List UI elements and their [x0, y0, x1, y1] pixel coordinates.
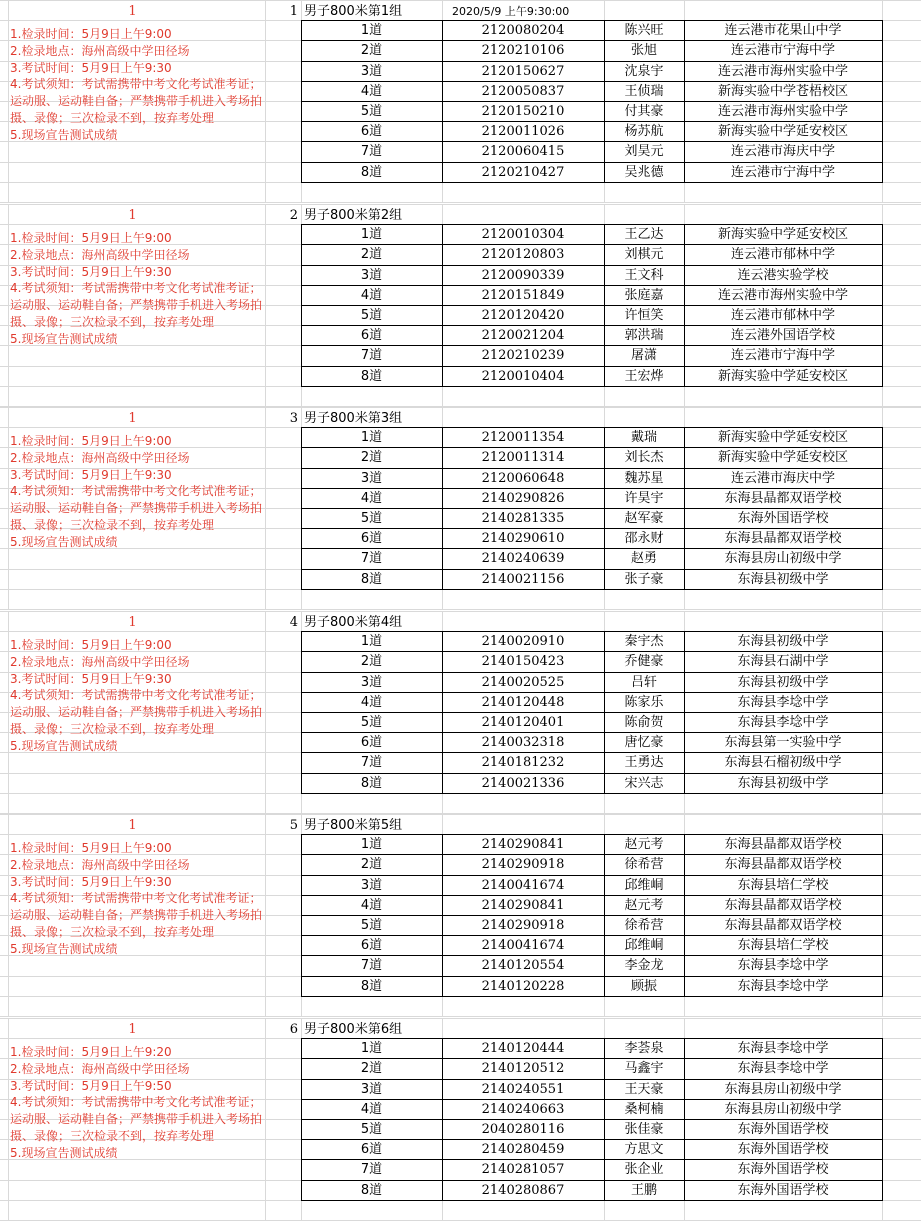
- lane-cell[interactable]: 1道: [360, 1041, 383, 1056]
- student-name-cell[interactable]: 付其豪: [624, 104, 664, 119]
- lane-cell[interactable]: 2道: [360, 1061, 383, 1076]
- student-id-cell[interactable]: 2120011026: [481, 124, 565, 139]
- group-title[interactable]: 男子800米第2组: [304, 208, 403, 223]
- school-cell[interactable]: 东海县初级中学: [737, 675, 829, 690]
- student-name-cell[interactable]: 王勇达: [624, 755, 664, 770]
- left-count[interactable]: 1: [128, 4, 137, 19]
- student-name-cell[interactable]: 徐希营: [624, 857, 664, 872]
- note-line: 3.考试时间：5月9日上午9:30: [10, 671, 172, 686]
- lane-cell[interactable]: 3道: [360, 268, 383, 283]
- lane-cell[interactable]: 8道: [360, 369, 383, 384]
- grid-line: [265, 407, 266, 610]
- lane-cell[interactable]: 5道: [360, 104, 383, 119]
- student-id-cell[interactable]: 2140041674: [481, 938, 565, 953]
- grid-line: [0, 1016, 921, 1017]
- school-cell[interactable]: 东海县房山初级中学: [724, 551, 842, 566]
- lane-cell[interactable]: 3道: [360, 675, 383, 690]
- school-cell[interactable]: 连云港市海庆中学: [730, 144, 835, 159]
- note-line: 4.考试须知：考试需携带中考文化考试准考证；运动服、运动鞋自备；严禁携带手机进入考场拍摄、录像；三次检录不到，按弃考处理: [10, 281, 263, 329]
- group-block: [0, 1018, 921, 1221]
- note-line: 5.现场宣告测试成绩: [10, 1145, 118, 1160]
- student-name-cell[interactable]: 唐忆豪: [624, 735, 664, 750]
- group-title[interactable]: 男子800米第5组: [304, 818, 403, 833]
- student-id-cell[interactable]: 2140120228: [481, 979, 565, 994]
- lane-cell[interactable]: 5道: [360, 918, 383, 933]
- note-line: 5.现场宣告测试成绩: [10, 331, 118, 346]
- group-number[interactable]: 3: [289, 411, 298, 426]
- group-number[interactable]: 2: [289, 208, 298, 223]
- school-cell[interactable]: 东海县房山初级中学: [724, 1102, 842, 1117]
- school-cell[interactable]: 东海县石榴初级中学: [724, 755, 842, 770]
- student-id-cell[interactable]: 2140021336: [481, 776, 565, 791]
- school-cell[interactable]: 东海县李埝中学: [737, 979, 829, 994]
- student-id-cell[interactable]: 2120210427: [481, 165, 565, 180]
- lane-cell[interactable]: 4道: [360, 1102, 383, 1117]
- lane-cell[interactable]: 2道: [360, 857, 383, 872]
- lane-cell[interactable]: 1道: [360, 634, 383, 649]
- lane-cell[interactable]: 2道: [360, 654, 383, 669]
- student-id-cell[interactable]: 2140240551: [481, 1082, 565, 1097]
- note-line: 1.检录时间：5月9日上午9:20: [10, 1045, 172, 1059]
- school-cell[interactable]: 连云港市海州实验中学: [717, 288, 848, 303]
- student-name-cell[interactable]: 徐希营: [624, 918, 664, 933]
- note-line: 2.检录地点：海州高级中学田径场: [10, 857, 190, 872]
- student-id-cell[interactable]: 2140120512: [481, 1061, 565, 1076]
- lane-cell[interactable]: 1道: [360, 430, 383, 445]
- school-cell[interactable]: 东海县第一实验中学: [724, 735, 842, 750]
- student-id-cell[interactable]: 2120210239: [481, 348, 565, 363]
- student-id-cell[interactable]: 2140240639: [481, 551, 565, 566]
- group-title[interactable]: 男子800米第6组: [304, 1022, 403, 1037]
- school-cell[interactable]: 新海实验中学延安校区: [717, 369, 848, 384]
- group-block: [0, 204, 921, 407]
- left-count[interactable]: 1: [128, 208, 137, 223]
- note-line: 3.考试时间：5月9日上午9:30: [10, 874, 172, 889]
- student-id-cell[interactable]: 2120010304: [481, 227, 565, 242]
- grid-line: [0, 407, 921, 408]
- student-id-cell[interactable]: 2140120554: [481, 958, 565, 973]
- student-id-cell[interactable]: 2140032318: [481, 735, 565, 750]
- school-cell[interactable]: 连云港市海州实验中学: [717, 64, 848, 79]
- grid-line: [265, 0, 266, 203]
- student-name-cell[interactable]: 方思文: [624, 1142, 664, 1157]
- school-cell[interactable]: 东海县李埝中学: [737, 695, 829, 710]
- grid-line: [265, 1018, 266, 1221]
- left-count[interactable]: 1: [128, 615, 137, 630]
- student-id-cell[interactable]: 2120011314: [481, 450, 565, 465]
- student-name-cell[interactable]: 张佳豪: [624, 1122, 664, 1137]
- lane-cell[interactable]: 8道: [360, 572, 383, 587]
- school-cell[interactable]: 东海县初级中学: [737, 572, 829, 587]
- student-name-cell[interactable]: 杨苏航: [624, 124, 664, 139]
- lane-cell[interactable]: 7道: [360, 755, 383, 770]
- student-name-cell[interactable]: 刘长杰: [624, 450, 664, 465]
- student-name-cell[interactable]: 郭洪瑞: [624, 328, 664, 343]
- student-name-cell[interactable]: 马鑫宇: [624, 1061, 664, 1076]
- student-id-cell[interactable]: 2120060648: [481, 471, 565, 486]
- left-count[interactable]: 1: [128, 818, 137, 833]
- grid-line: [8, 814, 9, 1017]
- student-name-cell[interactable]: 张子豪: [624, 572, 664, 587]
- lane-cell[interactable]: 5道: [360, 511, 383, 526]
- student-name-cell[interactable]: 邵永财: [624, 531, 664, 546]
- lane-cell[interactable]: 6道: [360, 1142, 383, 1157]
- student-name-cell[interactable]: 沈泉宇: [624, 64, 664, 79]
- note-line: 1.检录时间：5月9日上午9:00: [10, 27, 172, 41]
- group-block: [0, 611, 921, 814]
- student-name-cell[interactable]: 赵元考: [624, 898, 664, 913]
- student-name-cell[interactable]: 邱维峒: [624, 938, 664, 953]
- student-name-cell[interactable]: 李金龙: [624, 958, 664, 973]
- student-id-cell[interactable]: 2120090339: [481, 268, 565, 283]
- school-cell[interactable]: 东海县晶都双语学校: [724, 857, 842, 872]
- lane-cell[interactable]: 4道: [360, 491, 383, 506]
- student-id-cell[interactable]: 2120120803: [481, 247, 565, 262]
- note-line: 1.检录时间：5月9日上午9:00: [10, 841, 172, 855]
- school-cell[interactable]: 东海县石湖中学: [737, 654, 829, 669]
- school-cell[interactable]: 新海实验中学苍梧校区: [717, 84, 848, 99]
- student-name-cell[interactable]: 张旭: [630, 43, 657, 58]
- student-id-cell[interactable]: 2140120444: [481, 1041, 565, 1056]
- note-line: 4.考试须知：考试需携带中考文化考试准考证；运动服、运动鞋自备；严禁携带手机进入考场拍摄、录像；三次检录不到，按弃考处理: [10, 891, 263, 939]
- group-block: [0, 0, 921, 203]
- lane-cell[interactable]: 1道: [360, 23, 383, 38]
- school-cell[interactable]: 东海外国语学校: [737, 1142, 829, 1157]
- school-cell[interactable]: 连云港市郁林中学: [730, 308, 835, 323]
- school-cell[interactable]: 东海县李埝中学: [737, 715, 829, 730]
- school-cell[interactable]: 东海县李埝中学: [737, 1041, 829, 1056]
- school-cell[interactable]: 东海外国语学校: [737, 1183, 829, 1198]
- student-name-cell[interactable]: 赵元考: [624, 837, 664, 852]
- school-cell[interactable]: 东海县晶都双语学校: [724, 491, 842, 506]
- student-id-cell[interactable]: 2120210106: [481, 43, 565, 58]
- school-cell[interactable]: 新海实验中学延安校区: [717, 227, 848, 242]
- student-name-cell[interactable]: 王鹏: [630, 1183, 657, 1198]
- student-name-cell[interactable]: 王天豪: [624, 1082, 664, 1097]
- group-title[interactable]: 男子800米第4组: [304, 615, 403, 630]
- student-name-cell[interactable]: 屠潇: [630, 348, 657, 363]
- note-line: 2.检录地点：海州高级中学田径场: [10, 654, 190, 669]
- group-block: [0, 814, 921, 1017]
- lane-cell[interactable]: 6道: [360, 124, 383, 139]
- student-id-cell[interactable]: 2140021156: [481, 572, 565, 587]
- student-name-cell[interactable]: 吴兆德: [624, 165, 664, 180]
- lane-cell[interactable]: 7道: [360, 551, 383, 566]
- lane-cell[interactable]: 1道: [360, 227, 383, 242]
- grid-line: [265, 204, 266, 407]
- student-name-cell[interactable]: 王文科: [624, 268, 664, 283]
- grid-line: [265, 611, 266, 814]
- school-cell[interactable]: 东海县初级中学: [737, 776, 829, 791]
- lane-cell[interactable]: 6道: [360, 328, 383, 343]
- lane-cell[interactable]: 6道: [360, 735, 383, 750]
- student-name-cell[interactable]: 陈家乐: [624, 695, 664, 710]
- school-cell[interactable]: 东海外国语学校: [737, 1122, 829, 1137]
- note-line: 3.考试时间：5月9日上午9:30: [10, 467, 172, 482]
- group-block: [0, 407, 921, 610]
- lane-cell[interactable]: 8道: [360, 979, 383, 994]
- lane-cell[interactable]: 2道: [360, 43, 383, 58]
- lane-cell[interactable]: 2道: [360, 247, 383, 262]
- student-id-cell[interactable]: 2120150627: [481, 64, 565, 79]
- student-name-cell[interactable]: 刘昊元: [624, 144, 664, 159]
- student-id-cell[interactable]: 2140290826: [481, 491, 565, 506]
- school-cell[interactable]: 东海县培仁学校: [737, 878, 829, 893]
- student-name-cell[interactable]: 魏苏星: [624, 471, 664, 486]
- school-cell[interactable]: 连云港市宁海中学: [730, 348, 835, 363]
- student-id-cell[interactable]: 2140290610: [481, 531, 565, 546]
- lane-cell[interactable]: 4道: [360, 695, 383, 710]
- exam-notes: [10, 230, 262, 348]
- student-name-cell[interactable]: 王宏烨: [624, 369, 664, 384]
- lane-cell[interactable]: 6道: [360, 938, 383, 953]
- school-cell[interactable]: 连云港市海州实验中学: [717, 104, 848, 119]
- note-line: 2.检录地点：海州高级中学田径场: [10, 1061, 190, 1076]
- lane-cell[interactable]: 8道: [360, 776, 383, 791]
- student-id-cell[interactable]: 2140290918: [481, 918, 565, 933]
- lane-cell[interactable]: 6道: [360, 531, 383, 546]
- school-cell[interactable]: 东海县李埝中学: [737, 1061, 829, 1076]
- lane-cell[interactable]: 4道: [360, 84, 383, 99]
- group-title[interactable]: 男子800米第1组: [304, 4, 403, 19]
- student-name-cell[interactable]: 赵勇: [630, 551, 657, 566]
- school-cell[interactable]: 东海县晶都双语学校: [724, 531, 842, 546]
- lane-cell[interactable]: 7道: [360, 144, 383, 159]
- school-cell[interactable]: 连云港市郁林中学: [730, 247, 835, 262]
- student-id-cell[interactable]: 2120151849: [481, 288, 565, 303]
- student-id-cell[interactable]: 2120120420: [481, 308, 565, 323]
- student-name-cell[interactable]: 李荟泉: [624, 1041, 664, 1056]
- lane-cell[interactable]: 7道: [360, 348, 383, 363]
- note-line: 3.考试时间：5月9日上午9:30: [10, 264, 172, 279]
- student-id-cell[interactable]: 2140041674: [481, 878, 565, 893]
- student-id-cell[interactable]: 2140240663: [481, 1102, 565, 1117]
- note-line: 2.检录地点：海州高级中学田径场: [10, 450, 190, 465]
- student-id-cell[interactable]: 2140120448: [481, 695, 565, 710]
- note-line: 5.现场宣告测试成绩: [10, 738, 118, 753]
- student-name-cell[interactable]: 顾振: [630, 979, 657, 994]
- exam-notes: [10, 433, 262, 551]
- student-id-cell[interactable]: 2120021204: [481, 328, 565, 343]
- student-id-cell[interactable]: 2140120401: [481, 715, 565, 730]
- grid-line: [8, 1018, 9, 1221]
- note-line: 1.检录时间：5月9日上午9:00: [10, 434, 172, 448]
- school-cell[interactable]: 连云港市花果山中学: [724, 23, 842, 38]
- lane-cell[interactable]: 7道: [360, 1162, 383, 1177]
- school-cell[interactable]: 连云港市宁海中学: [730, 43, 835, 58]
- student-id-cell[interactable]: 2040280116: [481, 1122, 565, 1137]
- lane-cell[interactable]: 4道: [360, 288, 383, 303]
- lane-cell[interactable]: 5道: [360, 715, 383, 730]
- lane-cell[interactable]: 4道: [360, 898, 383, 913]
- student-id-cell[interactable]: 2120080204: [481, 23, 565, 38]
- grid-line: [8, 407, 9, 610]
- student-id-cell[interactable]: 2120060415: [481, 144, 565, 159]
- student-id-cell[interactable]: 2140290841: [481, 837, 565, 852]
- note-line: 4.考试须知：考试需携带中考文化考试准考证；运动服、运动鞋自备；严禁携带手机进入考场拍摄、录像；三次检录不到，按弃考处理: [10, 484, 263, 532]
- student-id-cell[interactable]: 2140290841: [481, 898, 565, 913]
- left-count[interactable]: 1: [128, 411, 137, 426]
- lane-cell[interactable]: 1道: [360, 837, 383, 852]
- school-cell[interactable]: 东海县培仁学校: [737, 938, 829, 953]
- student-id-cell[interactable]: 2140020910: [481, 634, 565, 649]
- group-number[interactable]: 1: [289, 4, 298, 19]
- lane-cell[interactable]: 2道: [360, 450, 383, 465]
- note-line: 5.现场宣告测试成绩: [10, 127, 118, 142]
- lane-cell[interactable]: 8道: [360, 1183, 383, 1198]
- grid-line: [265, 814, 266, 1017]
- exam-datetime[interactable]: 2020/5/9 上午9:30:00: [452, 5, 570, 18]
- student-name-cell[interactable]: 戴瑞: [630, 430, 657, 445]
- grid-line: [8, 0, 9, 203]
- lane-cell[interactable]: 8道: [360, 165, 383, 180]
- note-line: 2.检录地点：海州高级中学田径场: [10, 247, 190, 262]
- student-id-cell[interactable]: 2120150210: [481, 104, 565, 119]
- group-number[interactable]: 6: [289, 1022, 298, 1037]
- student-name-cell[interactable]: 陈兴旺: [624, 23, 664, 38]
- group-number[interactable]: 5: [289, 818, 298, 833]
- note-line: 5.现场宣告测试成绩: [10, 941, 118, 956]
- student-name-cell[interactable]: 刘棋元: [624, 247, 664, 262]
- student-id-cell[interactable]: 2140020525: [481, 675, 565, 690]
- note-line: 4.考试须知：考试需携带中考文化考试准考证；运动服、运动鞋自备；严禁携带手机进入考场拍摄、录像；三次检录不到，按弃考处理: [10, 688, 263, 736]
- grid-line: [0, 0, 921, 1]
- student-id-cell[interactable]: 2140280867: [481, 1183, 565, 1198]
- note-line: 1.检录时间：5月9日上午9:00: [10, 231, 172, 245]
- school-cell[interactable]: 连云港外国语学校: [730, 328, 835, 343]
- lane-cell[interactable]: 3道: [360, 1082, 383, 1097]
- left-count[interactable]: 1: [128, 1022, 137, 1037]
- student-id-cell[interactable]: 2140281335: [481, 511, 565, 526]
- school-cell[interactable]: 东海县晶都双语学校: [724, 898, 842, 913]
- student-name-cell[interactable]: 宋兴志: [624, 776, 664, 791]
- student-id-cell[interactable]: 2140290918: [481, 857, 565, 872]
- grid-line: [0, 609, 921, 610]
- school-cell[interactable]: 东海县李埝中学: [737, 958, 829, 973]
- lane-cell[interactable]: 3道: [360, 64, 383, 79]
- school-cell[interactable]: 新海实验中学延安校区: [717, 450, 848, 465]
- school-cell[interactable]: 新海实验中学延安校区: [717, 124, 848, 139]
- grid-line: [0, 204, 921, 205]
- note-line: 4.考试须知：考试需携带中考文化考试准考证；运动服、运动鞋自备；严禁携带手机进入考场拍摄、录像；三次检录不到，按弃考处理: [10, 77, 263, 125]
- lane-cell[interactable]: 3道: [360, 471, 383, 486]
- note-line: 4.考试须知：考试需携带中考文化考试准考证；运动服、运动鞋自备；严禁携带手机进入考场拍摄、录像；三次检录不到，按弃考处理: [10, 1095, 263, 1143]
- school-cell[interactable]: 连云港实验学校: [737, 268, 829, 283]
- lane-cell[interactable]: 3道: [360, 878, 383, 893]
- student-name-cell[interactable]: 桑柯楠: [624, 1102, 664, 1117]
- student-name-cell[interactable]: 乔健豪: [624, 654, 664, 669]
- school-cell[interactable]: 连云港市海庆中学: [730, 471, 835, 486]
- grid-line: [0, 202, 921, 203]
- note-line: 2.检录地点：海州高级中学田径场: [10, 43, 190, 58]
- grid-line: [8, 611, 9, 814]
- exam-notes: [10, 1044, 262, 1162]
- student-name-cell[interactable]: 王侦瑞: [624, 84, 664, 99]
- student-name-cell[interactable]: 邱维峒: [624, 878, 664, 893]
- note-line: 5.现场宣告测试成绩: [10, 534, 118, 549]
- note-line: 3.考试时间：5月9日上午9:30: [10, 60, 172, 75]
- grid-line: [0, 1018, 921, 1019]
- student-name-cell[interactable]: 许昊宇: [624, 491, 664, 506]
- student-name-cell[interactable]: 张庭嘉: [624, 288, 664, 303]
- student-id-cell[interactable]: 2140280459: [481, 1142, 565, 1157]
- student-id-cell[interactable]: 2120050837: [481, 84, 565, 99]
- student-name-cell[interactable]: 张企业: [624, 1162, 664, 1177]
- school-cell[interactable]: 东海外国语学校: [737, 511, 829, 526]
- student-name-cell[interactable]: 赵军豪: [624, 511, 664, 526]
- group-title[interactable]: 男子800米第3组: [304, 411, 403, 426]
- lane-cell[interactable]: 5道: [360, 1122, 383, 1137]
- school-cell[interactable]: 东海县初级中学: [737, 634, 829, 649]
- lane-cell[interactable]: 5道: [360, 308, 383, 323]
- exam-notes: [10, 26, 262, 144]
- grid-line: [0, 611, 921, 612]
- student-name-cell[interactable]: 许恒笑: [624, 308, 664, 323]
- student-name-cell[interactable]: 王乙达: [624, 227, 664, 242]
- student-name-cell[interactable]: 吕轩: [630, 675, 657, 690]
- grid-line: [8, 204, 9, 407]
- note-line: 3.考试时间：5月9日上午9:50: [10, 1078, 172, 1093]
- school-cell[interactable]: 东海县房山初级中学: [724, 1082, 842, 1097]
- exam-notes: [10, 637, 262, 755]
- student-id-cell[interactable]: 2120011354: [481, 430, 565, 445]
- student-id-cell[interactable]: 2140150423: [481, 654, 565, 669]
- note-line: 1.检录时间：5月9日上午9:00: [10, 638, 172, 652]
- exam-notes: [10, 840, 262, 958]
- school-cell[interactable]: 东海县晶都双语学校: [724, 837, 842, 852]
- school-cell[interactable]: 东海外国语学校: [737, 1162, 829, 1177]
- school-cell[interactable]: 连云港市宁海中学: [730, 165, 835, 180]
- grid-line: [0, 814, 921, 815]
- school-cell[interactable]: 东海县晶都双语学校: [724, 918, 842, 933]
- school-cell[interactable]: 新海实验中学延安校区: [717, 430, 848, 445]
- student-id-cell[interactable]: 2140281057: [481, 1162, 565, 1177]
- lane-cell[interactable]: 7道: [360, 958, 383, 973]
- group-number[interactable]: 4: [289, 615, 298, 630]
- student-name-cell[interactable]: 陈俞贺: [624, 715, 664, 730]
- student-id-cell[interactable]: 2120010404: [481, 369, 565, 384]
- student-name-cell[interactable]: 秦宇杰: [624, 634, 664, 649]
- student-id-cell[interactable]: 2140181232: [481, 755, 565, 770]
